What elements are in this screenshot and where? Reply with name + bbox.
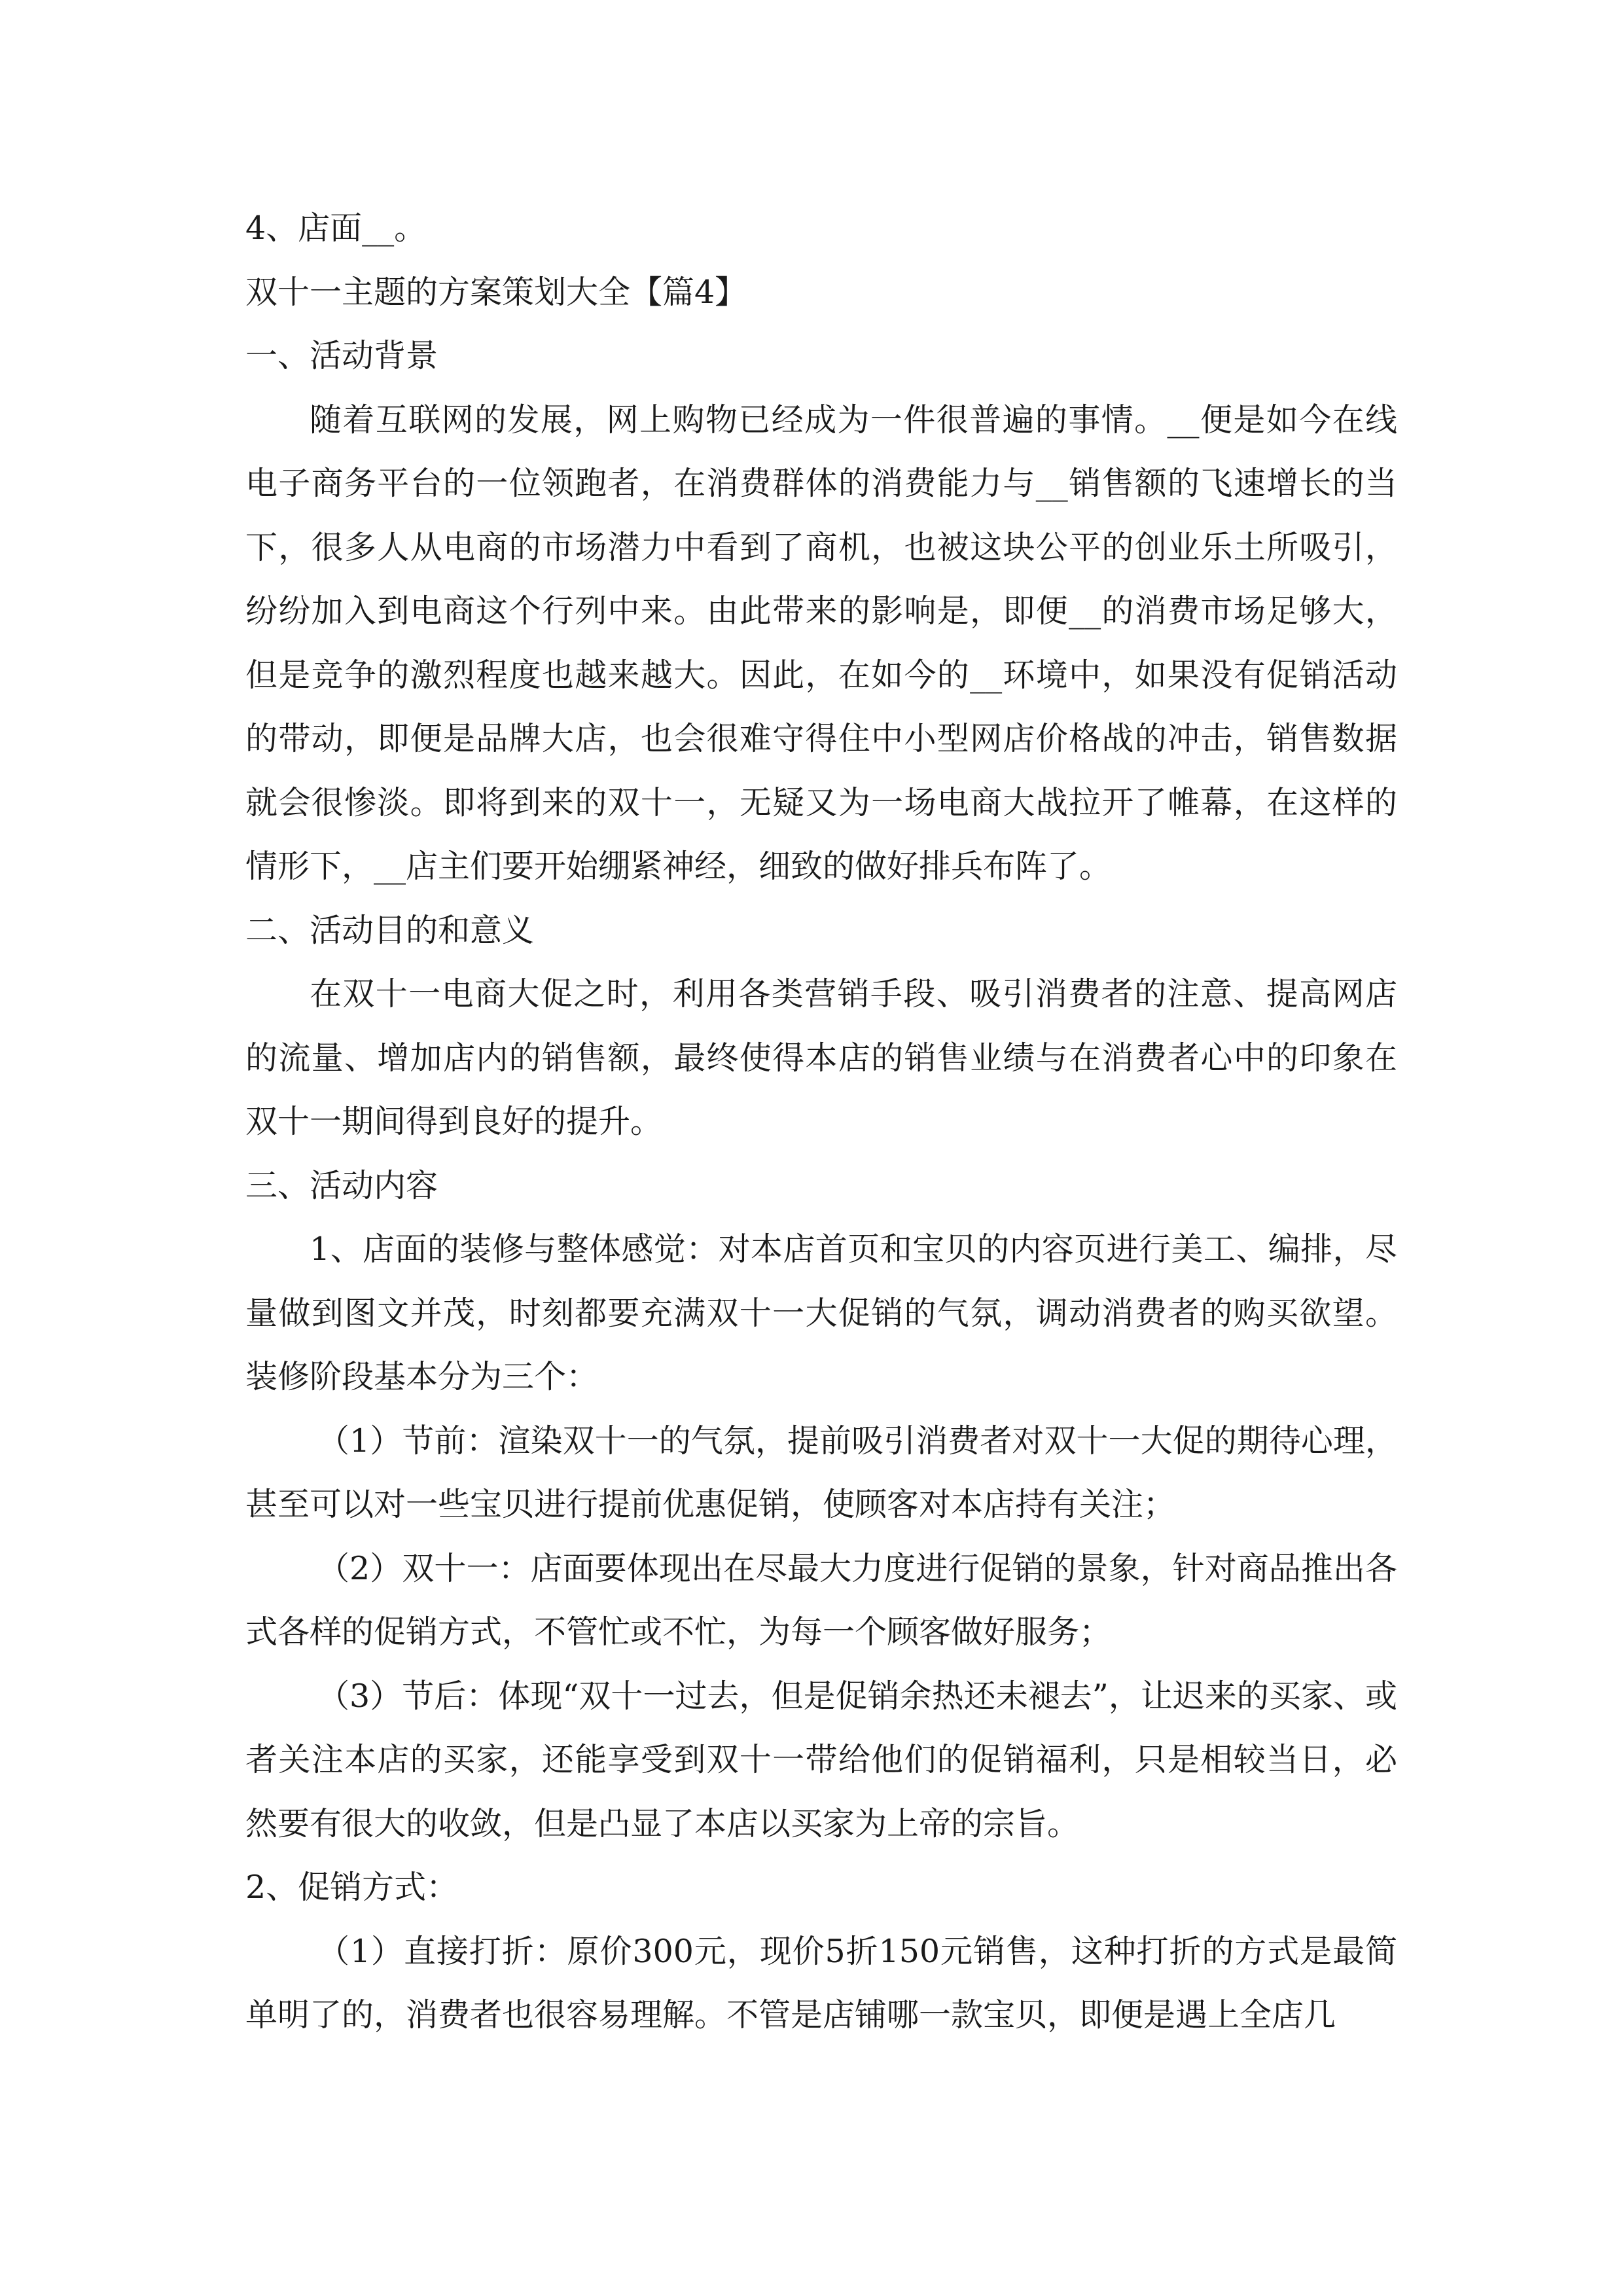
heading-promotion: 2、促销方式：	[245, 1869, 459, 1906]
heading-background: 一、活动背景	[245, 337, 438, 374]
paragraph-before-festival: （1）节前：渲染双十一的气氛，提前吸引消费者对双十一大促的期待心理，甚至可以对一些宝贝进行提前优惠促销，使顾客对本店持有关注；	[245, 1422, 1397, 1523]
section-title: 双十一主题的方案策划大全【篇4】	[245, 273, 747, 311]
paragraph-after-festival: （3）节后：体现“双十一过去，但是促销余热还未褪去”，让迟来的买家、或者关注本店的买家，还能享受到双十一带给他们的促销福利，只是相较当日，必然要有很大的收敛，但是凸显了本店以买家为上帝的宗旨。	[245, 1677, 1397, 1842]
paragraph-purpose: 在双十一电商大促之时，利用各类营销手段、吸引消费者的注意、提高网店的流量、增加店内的销售额，最终使得本店的销售业绩与在消费者心中的印象在双十一期间得到良好的提升。	[245, 975, 1397, 1140]
paragraph-decoration: 1、店面的装修与整体感觉：对本店首页和宝贝的内容页进行美工、编排，尽量做到图文并茂，时刻都要充满双十一大促销的气氛，调动消费者的购买欲望。装修阶段基本分为三个：	[245, 1230, 1397, 1395]
list-item-shopfront: 4、店面__。	[245, 209, 427, 247]
heading-purpose: 二、活动目的和意义	[245, 911, 535, 949]
paragraph-double-eleven: （2）双十一：店面要体现出在尽最大力度进行促销的景象，针对商品推出各式各样的促销方式，不管忙或不忙，为每一个顾客做好服务；	[245, 1549, 1397, 1651]
paragraph-background: 随着互联网的发展，网上购物已经成为一件很普遍的事情。__便是如今在线电子商务平台的一位领跑者，在消费群体的消费能力与__销售额的飞速增长的当下，很多人从电商的市场潜力中看到了商机，也被这块公平的创业乐土所吸引，纷纷加入到电商这个行列中来。由此带来的影响是，即便__的消费市场足够大，但是竞争的激烈程度也越来越大。因此，在如今的__环境中，如果没有促销活动的带动，即便是品牌大店，也会很难守得住中小型网店价格战的冲击，销售数据就会很惨淡。即将到来的双十一，无疑又为一场电商大战拉开了帷幕，在这样的情形下，__店主们要开始绷紧神经，细致的做好排兵布阵了。	[245, 401, 1397, 885]
document-body	[245, 196, 1397, 2047]
heading-content: 三、活动内容	[245, 1166, 438, 1204]
paragraph-discount: （1）直接打折：原价300元，现价5折150元销售，这种打折的方式是最简单明了的，消费者也很容易理解。不管是店铺哪一款宝贝，即便是遇上全店几	[245, 1932, 1397, 2034]
